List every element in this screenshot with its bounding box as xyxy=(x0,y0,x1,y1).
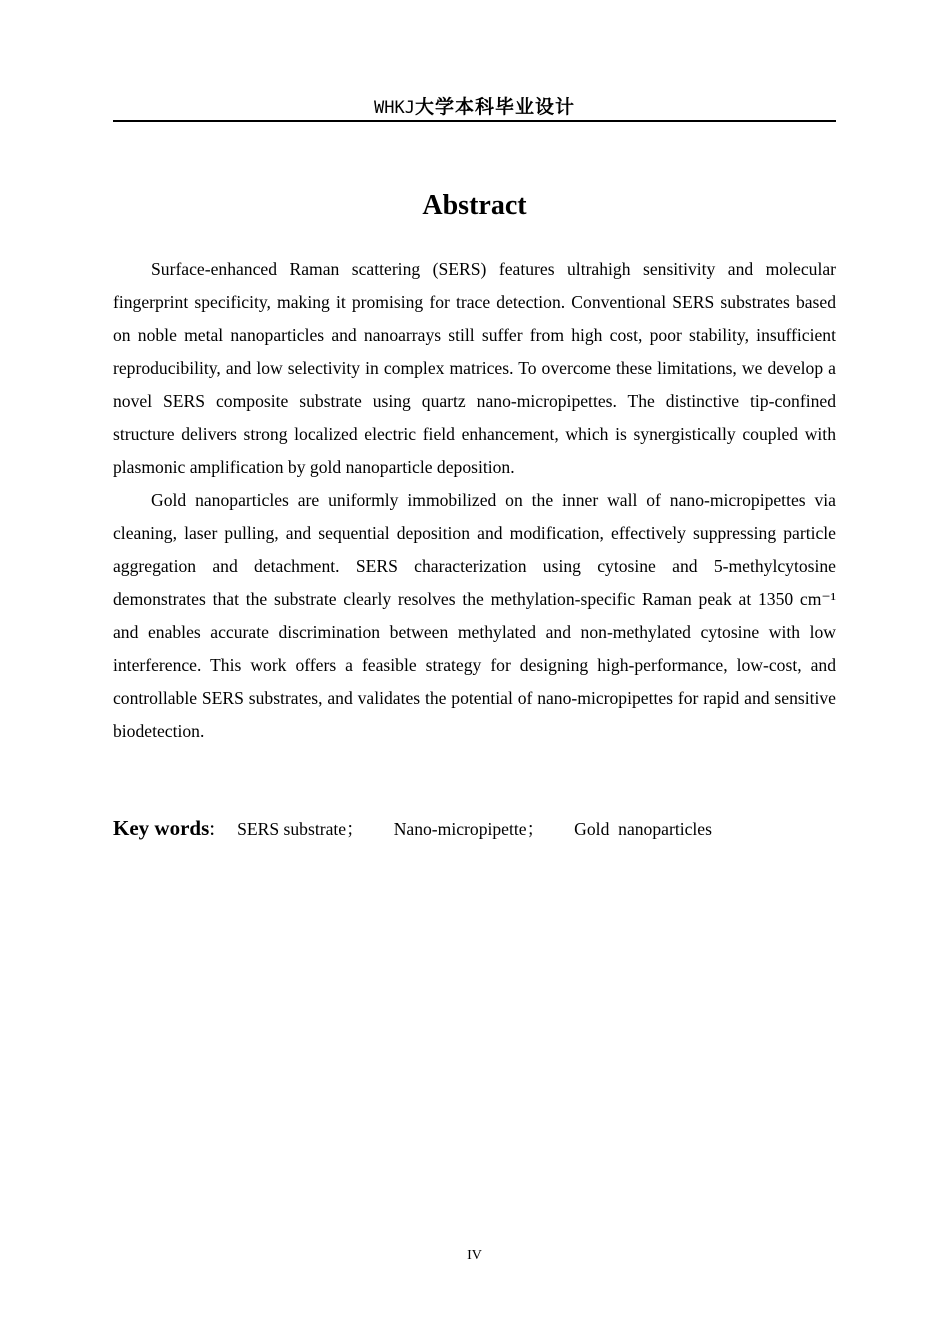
keyword-item-1: SERS substrate； xyxy=(237,819,364,839)
abstract-paragraph-1: Surface-enhanced Raman scattering (SERS) features ultrahigh sensitivity and molecular fingerprint specificity, making it promising for trace detection. Conventional SERS substrates based on noble metal nanoparticles and nanoarrays still suffer from high cost, poor stability, insufficient reproducibility, and low selectivity in complex matrices. To overcome these limitations, we develop a novel SERS composite substrate using quartz nano-micropipettes. The distinctive tip-confined structure delivers strong localized electric field enhancement, which is synergistically coupled with plasmonic amplification by gold nanoparticle deposition. xyxy=(113,259,836,477)
running-header xyxy=(113,94,836,121)
keywords-line xyxy=(113,812,836,846)
keyword-item-2: Nano-micropipette； xyxy=(393,819,545,839)
page-number: IV xyxy=(467,1248,482,1263)
keyword-item-3: Gold nanoparticles xyxy=(574,819,712,839)
header-thesis-type: 大学本科毕业设计 xyxy=(414,96,575,118)
header-divider xyxy=(113,120,836,122)
page-title: Abstract xyxy=(422,190,527,221)
abstract-body xyxy=(113,253,836,748)
keywords-colon: : xyxy=(209,816,216,840)
keywords-label: Key words xyxy=(113,816,210,840)
abstract-paragraph-2: Gold nanoparticles are uniformly immobilized on the inner wall of nano-micropipettes via cleaning, laser pulling, and sequential deposition and modification, effectively suppressing particle aggregation and detachment. SERS characterization using cytosine and 5-methylcytosine demonstrates that the substrate clearly resolves the methylation-specific Raman peak at 1350 cm⁻¹ and enables accurate discrimination between methylated and non-methylated cytosine with low interference. This work offers a feasible strategy for designing high-performance, low-cost, and controllable SERS substrates, and validates the potential of nano-micropipettes for rapid and sensitive biodetection. xyxy=(113,490,836,741)
header-institution-code: WHKJ xyxy=(374,98,415,118)
